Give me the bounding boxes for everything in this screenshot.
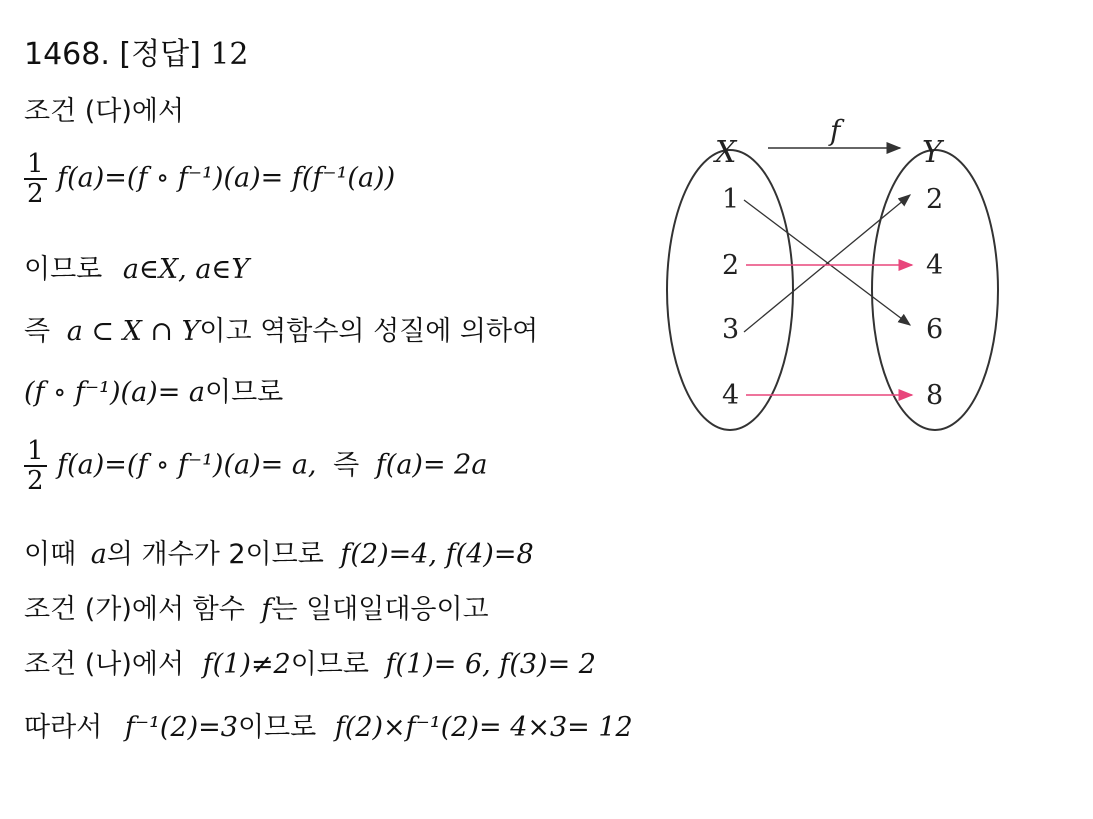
math-subset: a ⊂ X ∩ Y [66,316,200,347]
math-values: f(2)=4, f(4)=8 [340,539,534,570]
fraction-half: $\frac{1}{2}$ [24,150,47,208]
codomain-item-8: 8 [926,380,944,411]
mapping-arrow-3-to-2 [744,195,910,332]
math-values: f(1)= 6, f(3)= 2 [385,649,596,680]
equation-line-6: $\frac{1}{2}$ f(a)=(f ∘ f⁻¹)(a)= a, 즉 f(a)= 2a [24,437,487,495]
text-line-3: 이므로 a∈X, a∈Y [24,254,250,285]
math-inverse: f⁻¹(2)=3 [124,712,238,743]
domain-item-3: 3 [722,314,740,345]
problem-number: 1468. [정답] [24,37,201,72]
text-line-10: 따라서 f⁻¹(2)=3이므로 f(2)×f⁻¹(2)= 4×3= 12 [24,712,633,743]
math-composition: (f ∘ f⁻¹)(a)= a [24,377,205,408]
equation-result: f(a)= 2a [375,449,488,481]
domain-item-4: 4 [722,380,740,411]
function-mapping-diagram [660,100,1010,445]
codomain-item-4: 4 [926,250,944,281]
answer-value: 12 [210,37,249,72]
mapping-arrow-1-to-6 [744,200,910,325]
text-line-8: 조건 (가)에서 함수 f는 일대일대응이고 [24,594,489,625]
text-line-7: 이때 a의 개수가 2이므로 f(2)=4, f(4)=8 [24,539,534,570]
domain-label: X [715,135,737,170]
equation-line-2 [24,150,395,208]
function-label: f [830,114,841,147]
equation-expr: f(a)=(f ∘ f⁻¹)(a)= f(f⁻¹(a)) [57,162,396,194]
domain-item-2: 2 [722,250,740,281]
codomain-item-2: 2 [926,184,944,215]
text-line-9: 조건 (나)에서 f(1)≠2이므로 f(1)= 6, f(3)= 2 [24,649,596,680]
text-line-1: 조건 (다)에서 [24,96,185,127]
fraction-half: $\frac{1}{2}$ [24,437,47,495]
domain-item-1: 1 [722,184,740,215]
text-line-5: (f ∘ f⁻¹)(a)= a이므로 [24,377,284,408]
text-line-4: 즉 a ⊂ X ∩ Y이고 역함수의 성질에 의하여 [24,316,539,347]
equation-expr: f(a)=(f ∘ f⁻¹)(a)= a, [57,449,317,481]
codomain-item-6: 6 [926,314,944,345]
problem-header [24,38,249,72]
math-membership: a∈X, a∈Y [122,254,250,285]
codomain-label: Y [922,135,942,170]
math-condition: f(1)≠2 [202,649,291,680]
math-final: f(2)×f⁻¹(2)= 4×3= 12 [334,712,633,743]
